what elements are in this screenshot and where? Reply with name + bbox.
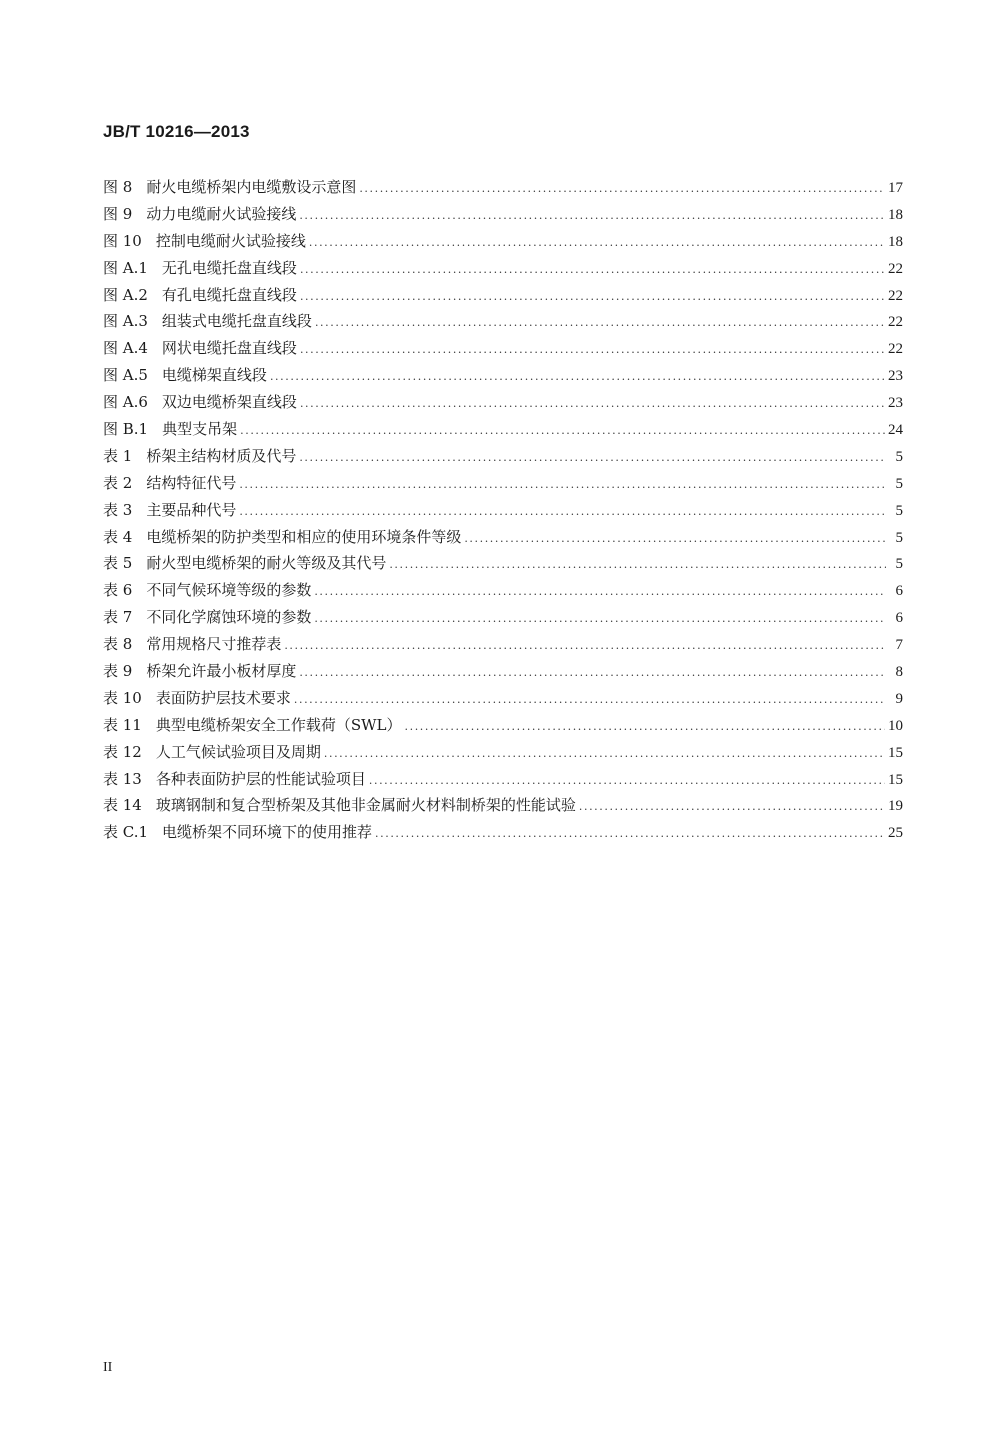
toc-entry-label: 表 7	[103, 608, 133, 627]
toc-entry-label: 表 13	[103, 769, 142, 788]
toc-entry[interactable]	[103, 255, 903, 282]
toc-entry-title: 典型支吊架	[162, 420, 238, 439]
toc-entry[interactable]	[103, 416, 903, 443]
toc-entry-label: 图 A.1	[103, 258, 148, 277]
toc-entry[interactable]	[103, 739, 903, 766]
toc-entry-label: 表 9	[103, 662, 133, 681]
toc-entry[interactable]	[103, 577, 903, 604]
toc-entry-page: 19	[888, 798, 903, 815]
toc-entry-label: 图 A.5	[103, 366, 148, 385]
toc-entry-title: 表面防护层技术要求	[155, 688, 291, 707]
toc-entry[interactable]	[103, 550, 903, 577]
toc-entry-title: 结构特征代号	[146, 473, 237, 492]
toc-leader-dots	[284, 633, 886, 660]
toc-entry-label: 表 3	[103, 500, 133, 519]
toc-leader-dots	[464, 526, 886, 553]
toc-entry-label: 表 4	[103, 527, 133, 546]
toc-leader-dots	[405, 714, 885, 741]
toc-leader-dots	[314, 579, 886, 606]
toc-entry-label: 表 12	[103, 742, 142, 761]
toc-entry-page: 5	[895, 529, 903, 546]
toc-leader-dots	[369, 768, 885, 795]
toc-entry-page: 25	[888, 825, 903, 842]
toc-leader-dots	[314, 606, 886, 633]
toc-entry[interactable]	[103, 201, 903, 228]
toc-entry[interactable]	[103, 631, 903, 658]
toc-entry-page: 6	[895, 610, 903, 627]
toc-entry-title: 不同气候环境等级的参数	[146, 581, 312, 600]
toc-leader-dots	[270, 364, 885, 391]
toc-entry-page: 18	[888, 233, 903, 250]
toc-entry-title: 主要品种代号	[146, 500, 237, 519]
toc-entry-page: 17	[888, 180, 903, 196]
toc-entry-title: 各种表面防护层的性能试验项目	[155, 769, 366, 788]
toc-entry-page: 24	[888, 422, 903, 439]
toc-entry-title: 组装式电缆托盘直线段	[161, 312, 312, 331]
toc-entry-label: 图 A.4	[103, 339, 148, 358]
toc-entry-label: 表 2	[103, 473, 133, 492]
toc-leader-dots	[299, 660, 886, 687]
toc-entry-page: 22	[888, 287, 903, 304]
toc-entry-title: 网状电缆托盘直线段	[161, 339, 297, 358]
toc-leader-dots	[309, 230, 885, 257]
toc-entry-title: 有孔电缆托盘直线段	[161, 285, 297, 304]
toc-leader-dots	[239, 499, 886, 526]
toc-entry-title: 桥架允许最小板材厚度	[146, 662, 297, 681]
toc-entry-page: 22	[888, 260, 903, 277]
toc-entry[interactable]	[103, 685, 903, 712]
toc-entry-title: 电缆梯架直线段	[161, 366, 267, 385]
toc-entry[interactable]	[103, 174, 903, 201]
toc-entry[interactable]	[103, 282, 903, 309]
page-number: II	[103, 1360, 113, 1375]
toc-entry[interactable]	[103, 389, 903, 416]
toc-entry-page: 7	[895, 637, 903, 654]
toc-leader-dots	[300, 391, 885, 418]
toc-entry-label: 表 10	[103, 688, 142, 707]
toc-entry-page: 15	[888, 744, 903, 761]
toc-entry-page: 5	[895, 448, 903, 465]
toc-leader-dots	[324, 741, 885, 768]
toc-entry[interactable]	[103, 362, 903, 389]
toc-entry[interactable]	[103, 792, 903, 819]
toc-entry-title: 耐火电缆桥架内电缆敷设示意图	[146, 178, 357, 196]
toc-entry-label: 图 10	[103, 231, 142, 250]
toc-entry-title: 耐火型电缆桥架的耐火等级及其代号	[146, 554, 387, 573]
toc-leader-dots	[579, 794, 885, 821]
table-of-contents-list	[103, 174, 903, 846]
toc-entry-page: 23	[888, 395, 903, 412]
toc-entry[interactable]	[103, 470, 903, 497]
toc-entry-title: 桥架主结构材质及代号	[146, 446, 297, 465]
toc-leader-dots	[299, 445, 886, 472]
toc-entry[interactable]	[103, 335, 903, 362]
toc-entry[interactable]	[103, 443, 903, 470]
toc-entry[interactable]	[103, 228, 903, 255]
toc-entry[interactable]	[103, 308, 903, 335]
toc-entry-page: 5	[895, 556, 903, 573]
toc-entry-label: 表 1	[103, 446, 133, 465]
toc-entry-label: 表 8	[103, 635, 133, 654]
toc-entry-label: 图 B.1	[103, 420, 149, 439]
toc-leader-dots	[300, 257, 885, 284]
toc-entry[interactable]	[103, 658, 903, 685]
toc-entry-page: 5	[895, 502, 903, 519]
toc-entry-label: 图 8	[103, 178, 133, 196]
toc-leader-dots	[389, 552, 886, 579]
toc-entry-page: 23	[888, 368, 903, 385]
toc-entry-label: 表 C.1	[103, 823, 149, 842]
toc-leader-dots	[375, 821, 885, 848]
toc-entry-page: 6	[895, 583, 903, 600]
toc-leader-dots	[294, 687, 886, 714]
toc-entry-label: 图 9	[103, 204, 133, 223]
toc-entry-page: 22	[888, 341, 903, 358]
toc-leader-dots	[239, 472, 886, 499]
toc-entry-label: 图 A.2	[103, 285, 148, 304]
toc-entry-title: 典型电缆桥架安全工作载荷（SWL）	[155, 715, 402, 734]
toc-entry[interactable]	[103, 497, 903, 524]
toc-entry[interactable]	[103, 819, 903, 846]
toc-entry-title: 不同化学腐蚀环境的参数	[146, 608, 312, 627]
toc-leader-dots	[315, 310, 885, 337]
toc-entry-label: 表 11	[103, 715, 142, 734]
toc-entry-page: 15	[888, 771, 903, 788]
toc-entry-title: 玻璃钢制和复合型桥架及其他非金属耐火材料制桥架的性能试验	[155, 796, 576, 815]
toc-leader-dots	[240, 418, 885, 445]
toc-entry-page: 22	[888, 314, 903, 331]
toc-entry[interactable]	[103, 712, 903, 739]
toc-leader-dots	[299, 203, 885, 230]
toc-entry-title: 动力电缆耐火试验接线	[146, 204, 297, 223]
toc-entry-page: 5	[895, 475, 903, 492]
toc-entry-title: 人工气候试验项目及周期	[155, 742, 321, 761]
toc-entry-title: 电缆桥架不同环境下的使用推荐	[162, 823, 373, 842]
toc-leader-dots	[300, 284, 885, 311]
toc-entry-title: 双边电缆桥架直线段	[161, 393, 297, 412]
toc-entry[interactable]	[103, 766, 903, 793]
toc-entry[interactable]	[103, 524, 903, 551]
toc-entry-label: 图 A.3	[103, 312, 148, 331]
toc-entry-page: 8	[895, 664, 903, 681]
toc-entry-page: 9	[895, 690, 903, 707]
toc-entry-label: 表 6	[103, 581, 133, 600]
toc-entry-label: 表 14	[103, 796, 142, 815]
toc-entry-title: 控制电缆耐火试验接线	[155, 231, 306, 250]
toc-leader-dots	[300, 337, 885, 364]
document-id: JB/T 10216—2013	[103, 122, 250, 141]
toc-entry[interactable]	[103, 604, 903, 631]
toc-entry-title: 常用规格尺寸推荐表	[146, 635, 282, 654]
toc-entry-label: 表 5	[103, 554, 133, 573]
toc-leader-dots	[359, 176, 885, 203]
toc-entry-page: 10	[888, 717, 903, 734]
toc-entry-title: 无孔电缆托盘直线段	[161, 258, 297, 277]
toc-entry-page: 18	[888, 206, 903, 223]
toc-entry-label: 图 A.6	[103, 393, 148, 412]
toc-entry-title: 电缆桥架的防护类型和相应的使用环境条件等级	[146, 527, 462, 546]
